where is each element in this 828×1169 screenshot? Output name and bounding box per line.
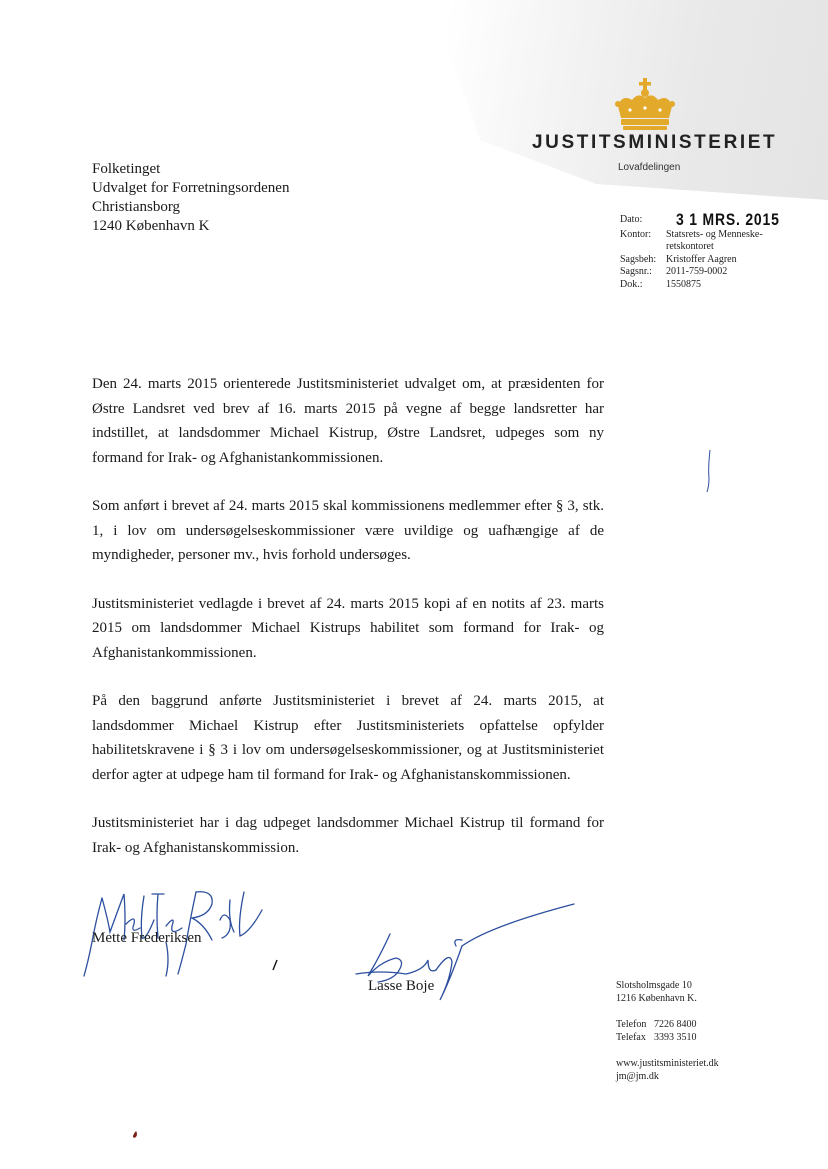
fax-row — [616, 1032, 719, 1045]
phone-label: Telefon — [616, 1019, 647, 1030]
pen-tick-mark — [270, 958, 280, 972]
meta-label: Kontor: — [620, 228, 652, 240]
meta-label: Dato: — [620, 214, 643, 225]
body-paragraph: Den 24. marts 2015 orienterede Justitsministeriet udvalget om, at præsidenten for Østre Landsret ved brev af 16. marts 2015 på vegne af begge landsretter har indstillet, at landsdommer Michael Kistrup, Østre Landsret, udpeges som ny formand for Irak- og Afghanistankommissionen. — [92, 376, 604, 466]
web-block — [616, 1058, 719, 1083]
email-link[interactable]: jm@jm.dk — [616, 1070, 659, 1082]
address-block — [616, 980, 719, 1005]
body-paragraph: Justitsministeriet har i dag udpeget landsdommer Michael Kistrup til formand for Irak- og Afghanistanskommission. — [92, 815, 604, 856]
recipient-line: Christiansborg — [92, 199, 181, 215]
letter-body — [92, 372, 604, 884]
meta-label: Sagsbeh: — [620, 253, 657, 265]
meta-row-kontor — [620, 229, 802, 254]
body-paragraph: Som anført i brevet af 24. marts 2015 skal kommissionens medlemmer efter § 3, stk. 1, i lov om undersøgelseskommissioner være uvildige og uafhængige af de myndigheder, personer mv., hvis forhold undersøges. — [92, 498, 604, 563]
recipient-address — [92, 160, 289, 236]
date-stamp: 3 1 MRS. 2015 — [676, 210, 780, 229]
recipient-line: Folketinget — [92, 161, 161, 177]
website-link[interactable]: www.justitsministeriet.dk — [616, 1058, 719, 1069]
meta-label: Dok.: — [620, 278, 643, 290]
phone-value: 7226 8400 — [654, 1019, 697, 1030]
fax-label: Telefax — [616, 1031, 646, 1043]
meta-row-sagsnr — [620, 266, 802, 279]
recipient-line: 1240 København K — [92, 218, 210, 234]
meta-value: 2011-759-0002 — [666, 266, 728, 277]
address-line: Slotsholmsgade 10 — [616, 980, 692, 991]
meta-value: Kristoffer Aagren — [666, 253, 737, 265]
reference-block — [620, 210, 802, 291]
phone-block — [616, 1019, 719, 1044]
ink-dot-mark — [131, 1130, 139, 1140]
phone-row — [616, 1019, 719, 1032]
meta-value: 1550875 — [666, 278, 701, 290]
ministry-name: JUSTITSMINISTERIET — [532, 132, 778, 153]
signatory-left: Mette Frederiksen — [92, 930, 202, 946]
meta-row-date — [620, 210, 802, 229]
recipient-line: Udvalget for Forretningsordenen — [92, 180, 290, 196]
meta-row-sagsbeh — [620, 254, 802, 267]
signatory-right: Lasse Boje — [368, 978, 435, 994]
margin-pen-mark — [704, 448, 714, 494]
meta-label: Sagsnr.: — [620, 266, 652, 277]
department-name: Lovafdelingen — [618, 162, 681, 173]
crown-logo-icon — [612, 78, 678, 136]
meta-row-dok — [620, 279, 802, 292]
body-paragraph: Justitsministeriet vedlagde i brevet af 24. marts 2015 kopi af en notits af 23. marts 2015 om landsdommer Michael Kistrups habilitet som formand for Irak- og Afghanistankommissionen. — [92, 595, 604, 661]
contact-block — [616, 980, 719, 1097]
address-line: 1216 København K. — [616, 992, 697, 1004]
fax-value: 3393 3510 — [654, 1031, 697, 1043]
meta-value: Statsrets- og Menneske-retskontoret — [666, 228, 763, 252]
body-paragraph: På den baggrund anførte Justitsministeriet i brevet af 24. marts 2015, at landsdommer Michael Kistrup efter Justitsministeriets opfattelse opfylder habilitetskravene i § 3 i lov om undersøgelseskommissioner, og at Justitsministeriet derfor agter at udpege ham til formand for Irak- og Afghanistanskommissionen. — [92, 693, 604, 783]
